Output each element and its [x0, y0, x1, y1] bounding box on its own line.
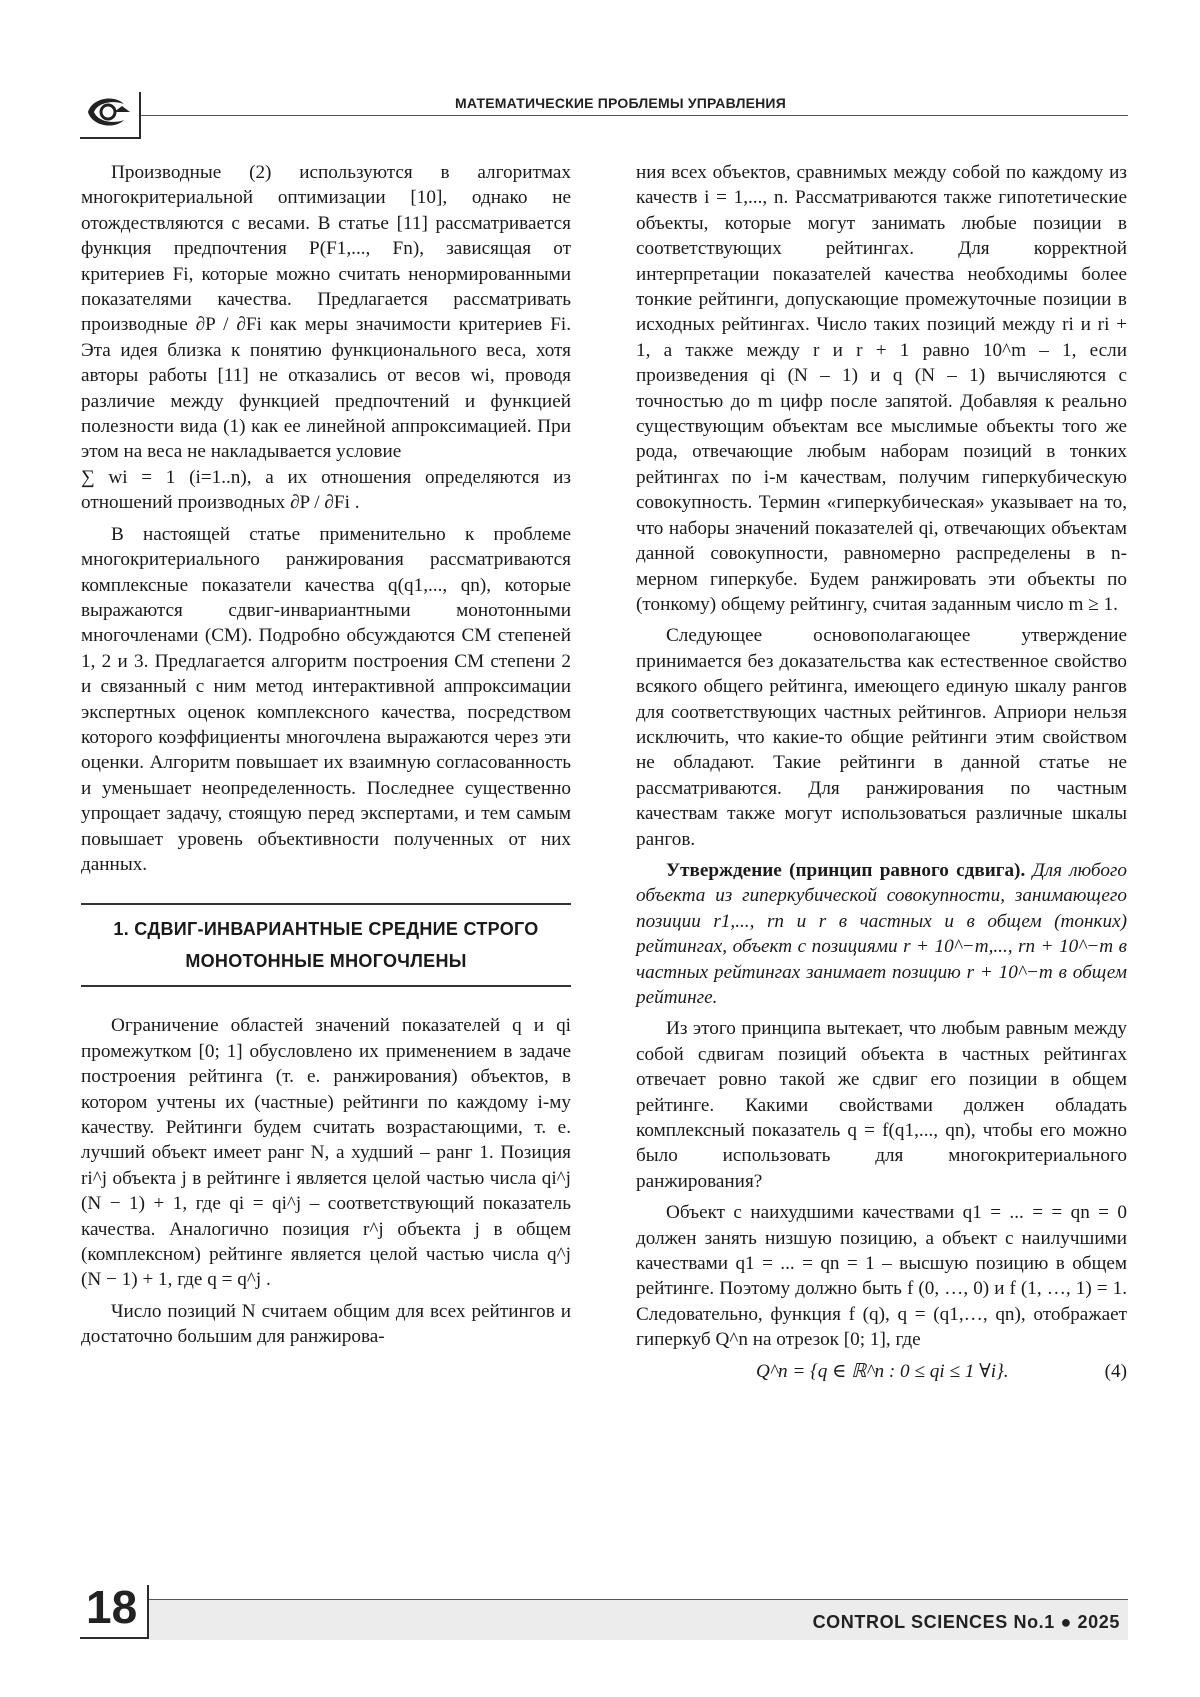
paragraph-this-paper: В настоящей статье применительно к проблеме многокритериального ранжирования рассматриваются комплексные показатели качества q(q1,..., qn), которые выражаются сдвиг-инвариантными монотонными многочленами (СМ). Подробно обсуждаются СМ степеней 1, 2 и 3. Предлагается алгоритм построения СМ степени 2 и связанный с ним метод интерактивной аппроксимации экспертных оценок комплексного качества, посредством которого коэффициенты многочлена выражаются через эти оценки. Алгоритм повышает их взаимную согласованность и уменьшает неопределенность. Последнее существенно упрощает задачу, стоящую перед экспертами, и тем самым повышает уровень объективности полученных от них данных. — [81, 523, 571, 875]
section-heading-line-2: МОНОТОННЫЕ МНОГОЧЛЕНЫ — [185, 951, 467, 972]
equation-number: (4) — [1104, 1360, 1127, 1382]
page-number: 18 — [86, 1581, 138, 1633]
paragraph-hypercubic: ния всех объектов, сравнимых между собой по каждому из качеств i = 1,..., n. Рассматриваются также гипотетические объекты, которые могут занимать любые позиции в соответствующих рейтингах. Для корректной интерпретации показателей качества необходимы более тонкие рейтинги, допускающие промежуточные позиции в исходных рейтингах. Число таких позиций между ri и ri + 1, а также между r и r + 1 равно 10^m – 1, если произведения qi (N – 1) и q (N – 1) вычисляются с точностью до m цифр после запятой. Добавляя к реально существующим объектам все мыслимые объекты того же рода, отвечающие любым наборам позиций в тонких рейтингах по i-м качествам, получим гиперкубическую совокупность. Термин «гиперкубическая» указывает на то, что наборы значений показателей qi, отвечающих объектам данной совокупности, равномерно распределены в n-мерном гиперкубе. Будем ранжировать эти объекты по (тонкому) общему рейтингу, считая заданным число m ≥ 1. — [636, 162, 1127, 615]
left-column — [81, 160, 571, 1350]
paragraph-positions: Число позиций N считаем общим для всех рейтингов и достаточно большим для ранжирова- — [81, 1300, 571, 1348]
section-heading — [81, 903, 571, 987]
footer-rule — [149, 1599, 1128, 1600]
right-column — [636, 160, 1127, 1384]
paragraph-worst-best: Объект с наихудшими качествами q1 = ... = = qn = 0 должен занять низшую позицию, а объект с наилучшими качествами q1 = ... = qn = 1 – высшую позицию в общем рейтинге. Поэтому должно быть f (0, …, 0) и f (1, …, 1) = 1. Следовательно, функция f (q), q = (q1,…, qn), отображает гиперкуб Q^n на отрезок [0; 1], где — [636, 1202, 1127, 1351]
statement-paragraph — [636, 858, 1127, 1010]
paragraph-derivatives: Производные (2) используются в алгоритмах многокритериальной оптимизации [10], однако не отождествляются с весами. В статье [11] рассматривается функция предпочтения P(F1,..., Fn), зависящая от критериев Fi, которые можно считать ненормированными показателями качества. Предлагается рассматривать производные ∂P / ∂Fi как меры значимости критериев Fi. Эта идея близка к понятию функционального веса, хотя авторы работы [11] не отказались от весов wi, проводя различие между функцией предпочтений и функцией полезности вида (1) как ее линейной аппроксимацией. При этом на веса не накладывается условие — [81, 162, 571, 463]
footer-underline — [80, 1637, 149, 1639]
statement-body: Для любого объекта из гиперкубической совокупности, занимающего позиции r1,..., rn и r в частных и в общем (тонких) рейтингах, объект с позициями r + 10^−m,..., rn + 10^−m в частных рейтингах занимает позицию r + 10^−m в общем рейтинге. — [636, 859, 1127, 1008]
footer-divider — [147, 1585, 149, 1637]
sum-tail: а их отношения определяются из отношений производных ∂P / ∂Fi . — [81, 466, 571, 514]
paragraph-ranges: Ограничение областей значений показателей q и qi промежутком [0; 1] обусловлено их применением в задаче построения рейтинга (т. е. ранжирования) объектов, в котором учтены их (частные) рейтинги по каждому i-му качеству. Рейтинги будем считать возрастающими, т. е. лучший объект имеет ранг N, а худший – ранг 1. Позиция ri^j объекта j в рейтинге i является целой частью числа qi^j (N − 1) + 1, где qi = qi^j – соответствующий показатель качества. Аналогично позиция r^j объекта j в общем (комплексном) рейтинге является целой частью числа q^j (N − 1) + 1, где q = q^j . — [81, 1015, 571, 1291]
header-underline — [80, 137, 141, 139]
paragraph-principle-intro: Следующее основополагающее утверждение принимается без доказательства как естественное свойство всякого общего рейтинга, имеющего единую шкалу рангов для соответствующих частных рейтингов. Априори нельзя исключить, что какие-то общие рейтинги этим свойством не обладают. Такие рейтинги в данной статье не рассматриваются. Для ранжирования по частным качествам также могут использоваться различные шкалы рангов. — [636, 625, 1127, 850]
statement-title: Утверждение (принцип равного сдвига). — [666, 859, 1026, 881]
sum-formula: ∑ wi = 1 (i=1..n), — [81, 466, 252, 488]
journal-logo-icon — [84, 92, 132, 132]
equation-body: Q^n = {q ∈ ℝ^n : 0 ≤ qi ≤ 1 ∀i}. — [756, 1360, 1009, 1382]
paragraph-consequence: Из этого принципа вытекает, что любым равным между собой сдвигам позиций объекта в частных рейтингах отвечает ровно такой же сдвиг его позиции в общем рейтинге. Какими свойствами должен обладать комплексный показатель q = f(q1,..., qn), чтобы его можно было использовать для многокритериального ранжирования? — [636, 1018, 1127, 1192]
journal-label: CONTROL SCIENCES No.1 ● 2025 — [812, 1612, 1120, 1632]
sum-weights-line — [81, 465, 571, 516]
section-heading-line-1: 1. СДВИГ-ИНВАРИАНТНЫЕ СРЕДНИЕ СТРОГО — [113, 919, 539, 940]
equation-4 — [636, 1353, 1127, 1384]
header-rule — [141, 115, 1128, 116]
running-title: МАТЕМАТИЧЕСКИЕ ПРОБЛЕМЫ УПРАВЛЕНИЯ — [455, 95, 786, 111]
